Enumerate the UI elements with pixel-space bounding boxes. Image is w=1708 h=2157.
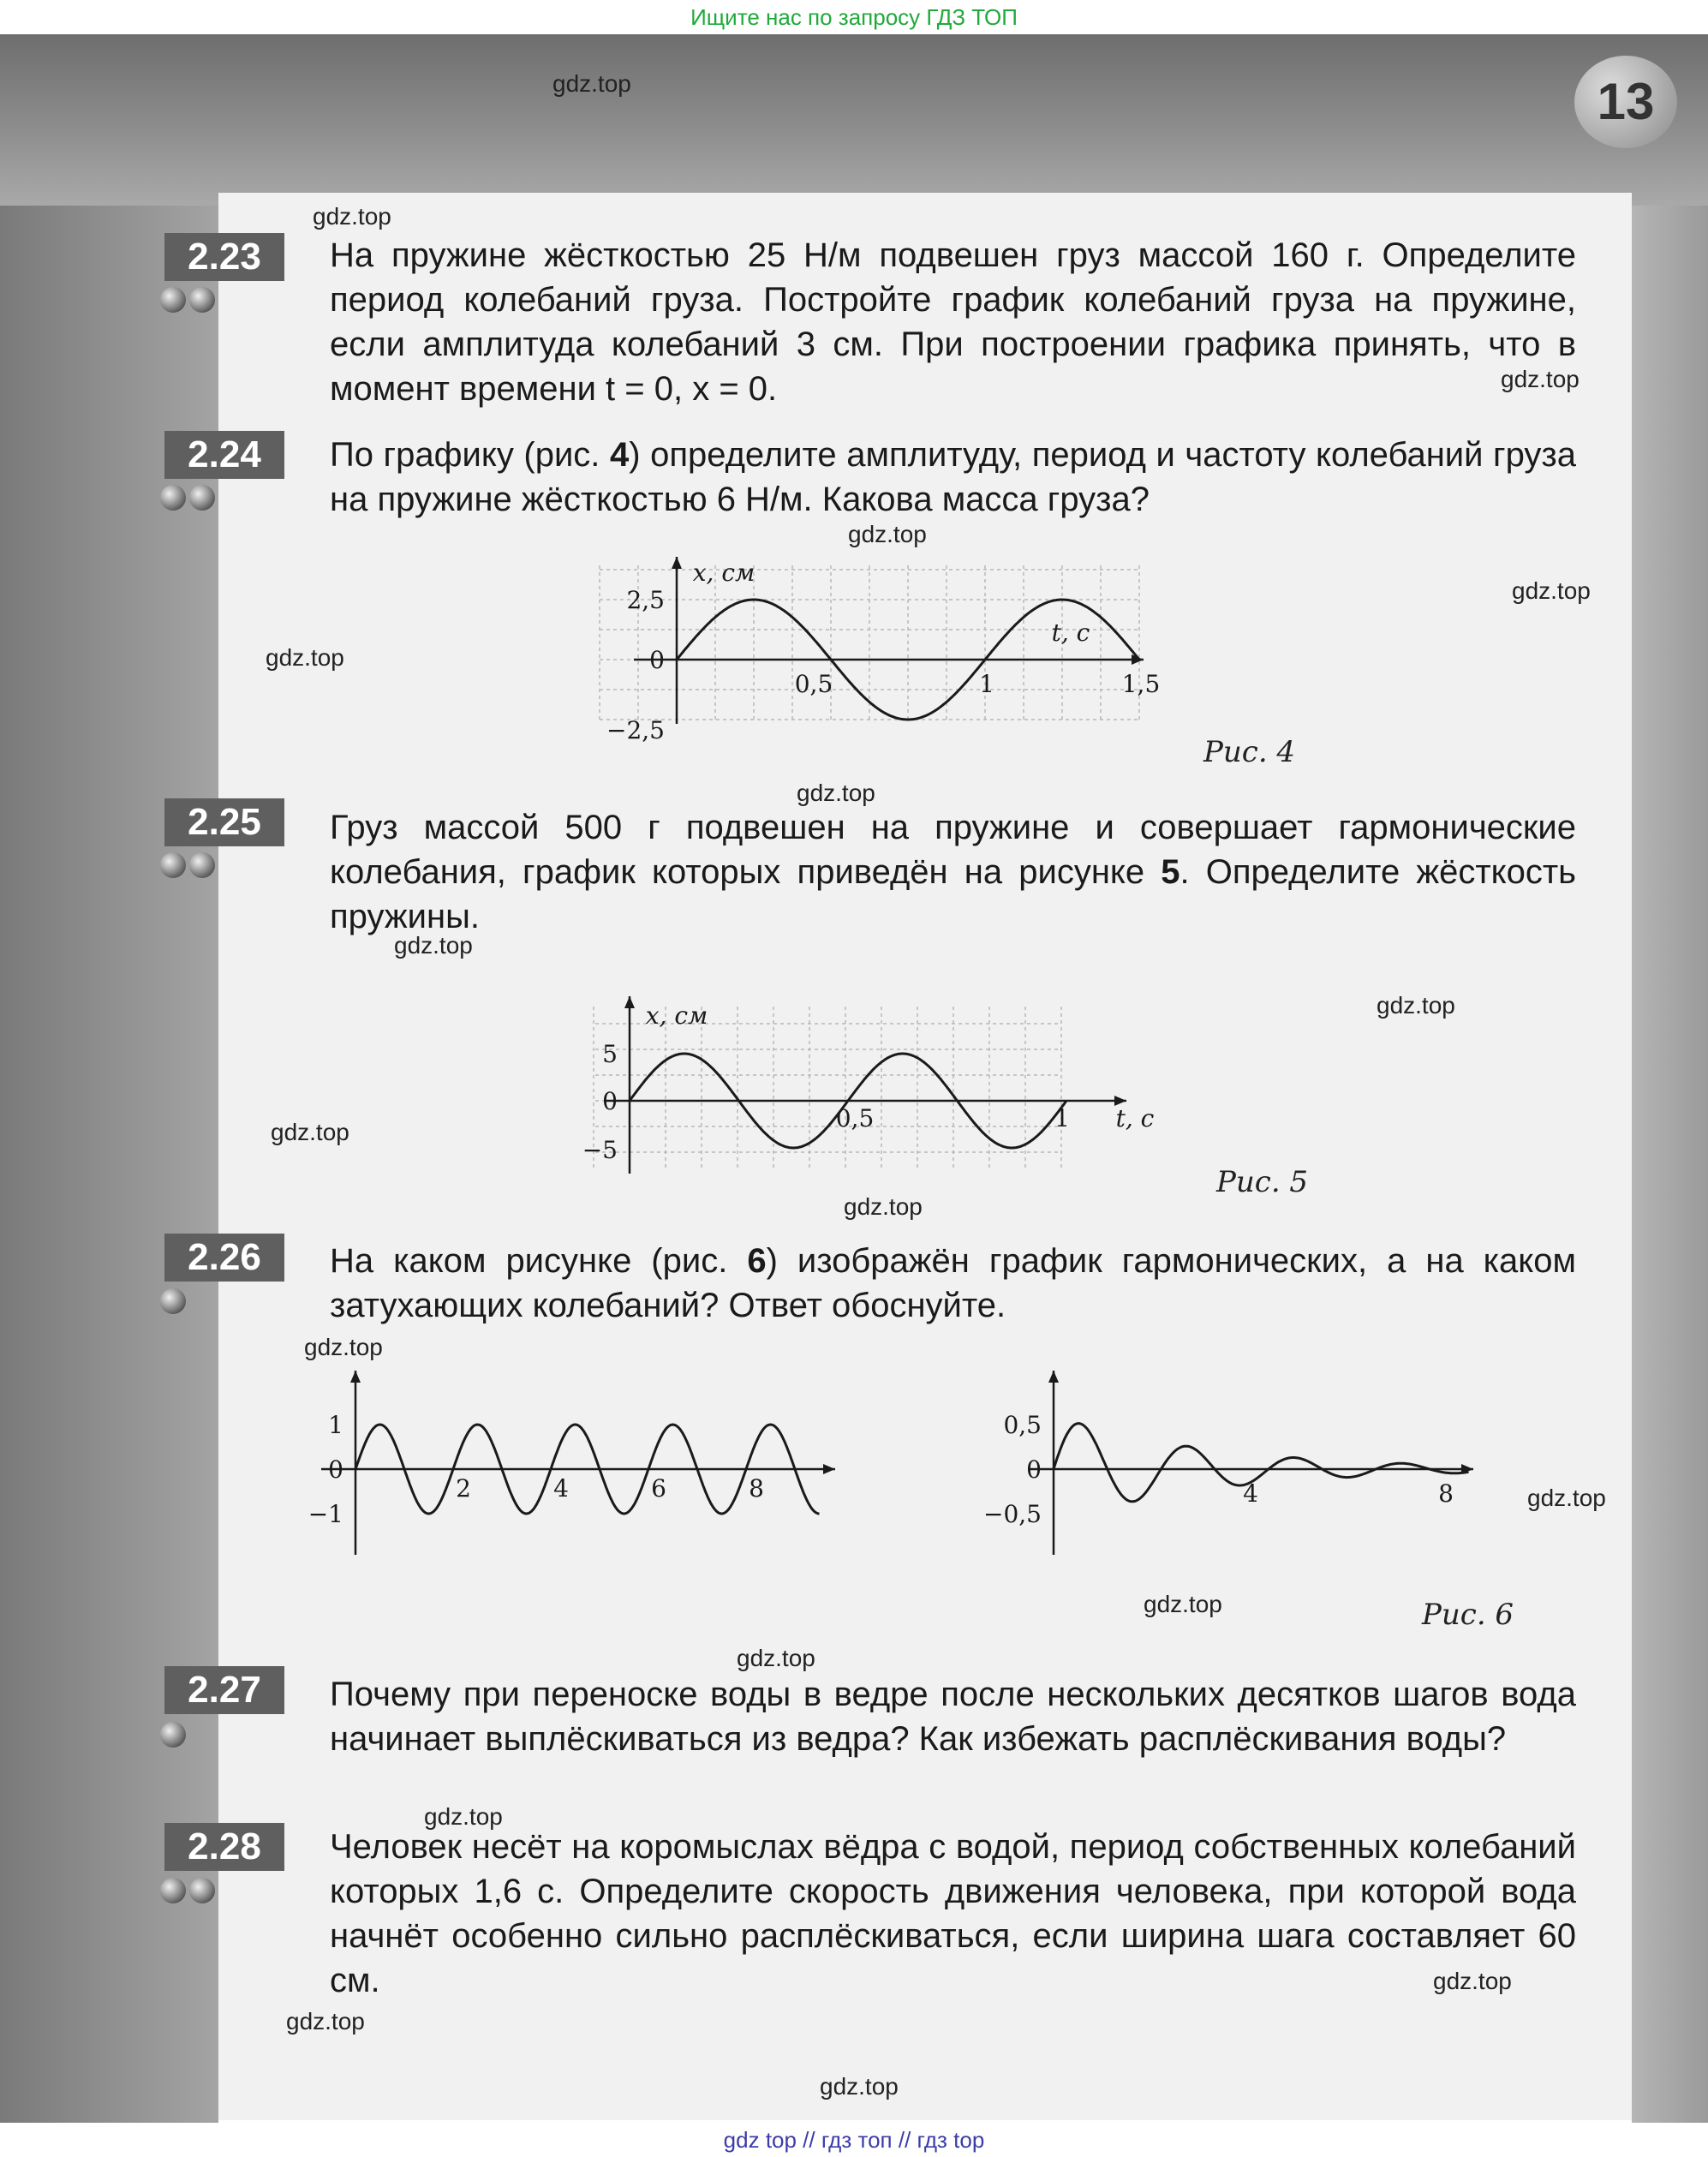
problem-text-2-23: На пружине жёсткостью 25 Н/м подвешен груз массой 160 г. Определите период колебаний груза. Постройте график колебаний груза на пружине, если амплитуда колебаний 3 см. При построении графика принять, что в момент времени t = 0, x = 0. bbox=[330, 236, 1576, 408]
x-tick-label: 6 bbox=[651, 1474, 666, 1503]
x-tick-label: 4 bbox=[553, 1474, 569, 1503]
figure-6-caption: Рис. 6 bbox=[1422, 1598, 1514, 1632]
figure-4-caption: Рис. 4 bbox=[1203, 735, 1296, 769]
problem-text-2-26: На каком рисунке (рис. 6) изображён график гармонических, а на каком затухающих колебаний? Ответ обоснуйте. bbox=[330, 1242, 1576, 1324]
watermark: gdz.top bbox=[313, 203, 391, 230]
figure-5-plot bbox=[582, 996, 1155, 1174]
watermark: gdz.top bbox=[848, 521, 927, 547]
watermark: gdz.top bbox=[1144, 1591, 1222, 1617]
problem-text-2-25: Груз массой 500 г подвешен на пружине и совершает гармонические колебания, график которых приведён на рисунке 5. Определите жёсткость пружины. bbox=[330, 809, 1576, 935]
y-tick-label: 0,5 bbox=[1003, 1411, 1042, 1439]
x-axis-arrow bbox=[823, 1464, 835, 1474]
header-decoration bbox=[0, 34, 1708, 206]
x-axis-label: t, с bbox=[1115, 1104, 1155, 1132]
right-margin-band bbox=[1632, 206, 1708, 2123]
x-tick-label: 4 bbox=[1243, 1479, 1258, 1508]
y-tick-label: −5 bbox=[582, 1136, 618, 1164]
problem-number-2-27: 2.27 bbox=[164, 1666, 284, 1714]
y-tick-label: 0 bbox=[328, 1455, 343, 1484]
x-tick-label: 0,5 bbox=[835, 1104, 875, 1132]
y-tick-label: 2,5 bbox=[626, 586, 665, 614]
figure-6-left-chart bbox=[308, 1362, 839, 1559]
x-tick-label: 1 bbox=[979, 670, 994, 698]
watermark: gdz.top bbox=[797, 780, 875, 806]
watermark: gdz.top bbox=[1512, 577, 1591, 604]
x-tick-label: 8 bbox=[1438, 1479, 1454, 1508]
figure-6-right-chart bbox=[976, 1362, 1490, 1559]
watermark: gdz.top bbox=[394, 932, 473, 959]
y-axis-label: x, см bbox=[645, 1001, 708, 1030]
difficulty-dots bbox=[160, 852, 218, 887]
y-axis-label: x, см bbox=[692, 559, 755, 587]
watermark: gdz.top bbox=[1527, 1485, 1606, 1511]
y-tick-label: −2,5 bbox=[606, 716, 665, 744]
x-tick-label: 1,5 bbox=[1121, 670, 1161, 698]
watermark: gdz.top bbox=[552, 70, 631, 97]
watermark: gdz.top bbox=[271, 1119, 349, 1145]
problem-number-2-24: 2.24 bbox=[164, 431, 284, 479]
problem-number-2-25: 2.25 bbox=[164, 798, 284, 846]
y-tick-label: 0 bbox=[1026, 1455, 1042, 1484]
y-tick-label: −0,5 bbox=[983, 1500, 1042, 1528]
difficulty-dots bbox=[160, 1288, 189, 1323]
problem-text-2-28: Человек несёт на коромыслах вёдра с водой, период собственных колебаний которых 1,6 с. Определите скорость движения человека, при которой вода начнёт особенно сильно расплёскиваться, если ширина шага составляет 60 см. bbox=[330, 1828, 1576, 1999]
problem-number-2-26: 2.26 bbox=[164, 1234, 284, 1282]
problem-text-2-24: По графику (рис. 4) определите амплитуду, период и частоту колебаний груза на пружине жёсткостью 6 Н/м. Какова масса груза? bbox=[330, 436, 1576, 518]
y-tick-label: 5 bbox=[602, 1040, 618, 1068]
watermark: gdz.top bbox=[286, 2008, 365, 2035]
watermark: gdz.top bbox=[1501, 366, 1580, 392]
figure-4-chart bbox=[565, 548, 1165, 754]
watermark: gdz.top bbox=[304, 1334, 383, 1360]
y-axis-arrow bbox=[350, 1371, 361, 1383]
figure-6-right-plot bbox=[983, 1371, 1473, 1555]
y-tick-label: 0 bbox=[649, 646, 665, 674]
figure-5-chart bbox=[565, 985, 1165, 1182]
y-axis-arrow bbox=[624, 996, 635, 1008]
problem-number-2-23: 2.23 bbox=[164, 233, 284, 281]
x-axis-label: t, с bbox=[1051, 618, 1090, 647]
difficulty-dots bbox=[160, 1878, 218, 1912]
figure-5-caption: Рис. 5 bbox=[1216, 1165, 1309, 1199]
figure-4-plot bbox=[600, 557, 1160, 744]
page-number: 13 bbox=[1574, 56, 1677, 148]
watermark: gdz.top bbox=[1377, 992, 1455, 1019]
top-banner[interactable]: Ищите нас по запросу ГДЗ ТОП bbox=[690, 4, 1018, 30]
difficulty-dots bbox=[160, 485, 218, 519]
y-axis-arrow bbox=[672, 557, 682, 569]
x-tick-label: 8 bbox=[749, 1474, 764, 1503]
difficulty-dots bbox=[160, 287, 218, 321]
bottom-banner[interactable]: gdz top // гдз топ // гдз top bbox=[723, 2127, 985, 2153]
difficulty-dots bbox=[160, 1722, 189, 1756]
y-tick-label: 1 bbox=[328, 1411, 343, 1439]
watermark: gdz.top bbox=[820, 2073, 899, 2100]
series-line bbox=[1054, 1424, 1469, 1502]
watermark: gdz.top bbox=[266, 644, 344, 671]
x-tick-label: 0,5 bbox=[794, 670, 833, 698]
watermark: gdz.top bbox=[737, 1645, 815, 1671]
y-axis-arrow bbox=[1048, 1371, 1059, 1383]
y-tick-label: 0 bbox=[602, 1087, 618, 1115]
x-tick-label: 1 bbox=[1054, 1104, 1070, 1132]
y-tick-label: −1 bbox=[308, 1500, 343, 1528]
figure-6-left-plot bbox=[308, 1371, 835, 1555]
watermark: gdz.top bbox=[1433, 1968, 1512, 1994]
problem-number-2-28: 2.28 bbox=[164, 1823, 284, 1871]
watermark: gdz.top bbox=[424, 1803, 503, 1830]
watermark: gdz.top bbox=[844, 1193, 923, 1220]
x-tick-label: 2 bbox=[456, 1474, 471, 1503]
problem-text-2-27: Почему при переноске воды в ведре после нескольких десятков шагов вода начинает выплёскиваться из ведра? Как избежать расплёскивания воды? bbox=[330, 1676, 1576, 1758]
